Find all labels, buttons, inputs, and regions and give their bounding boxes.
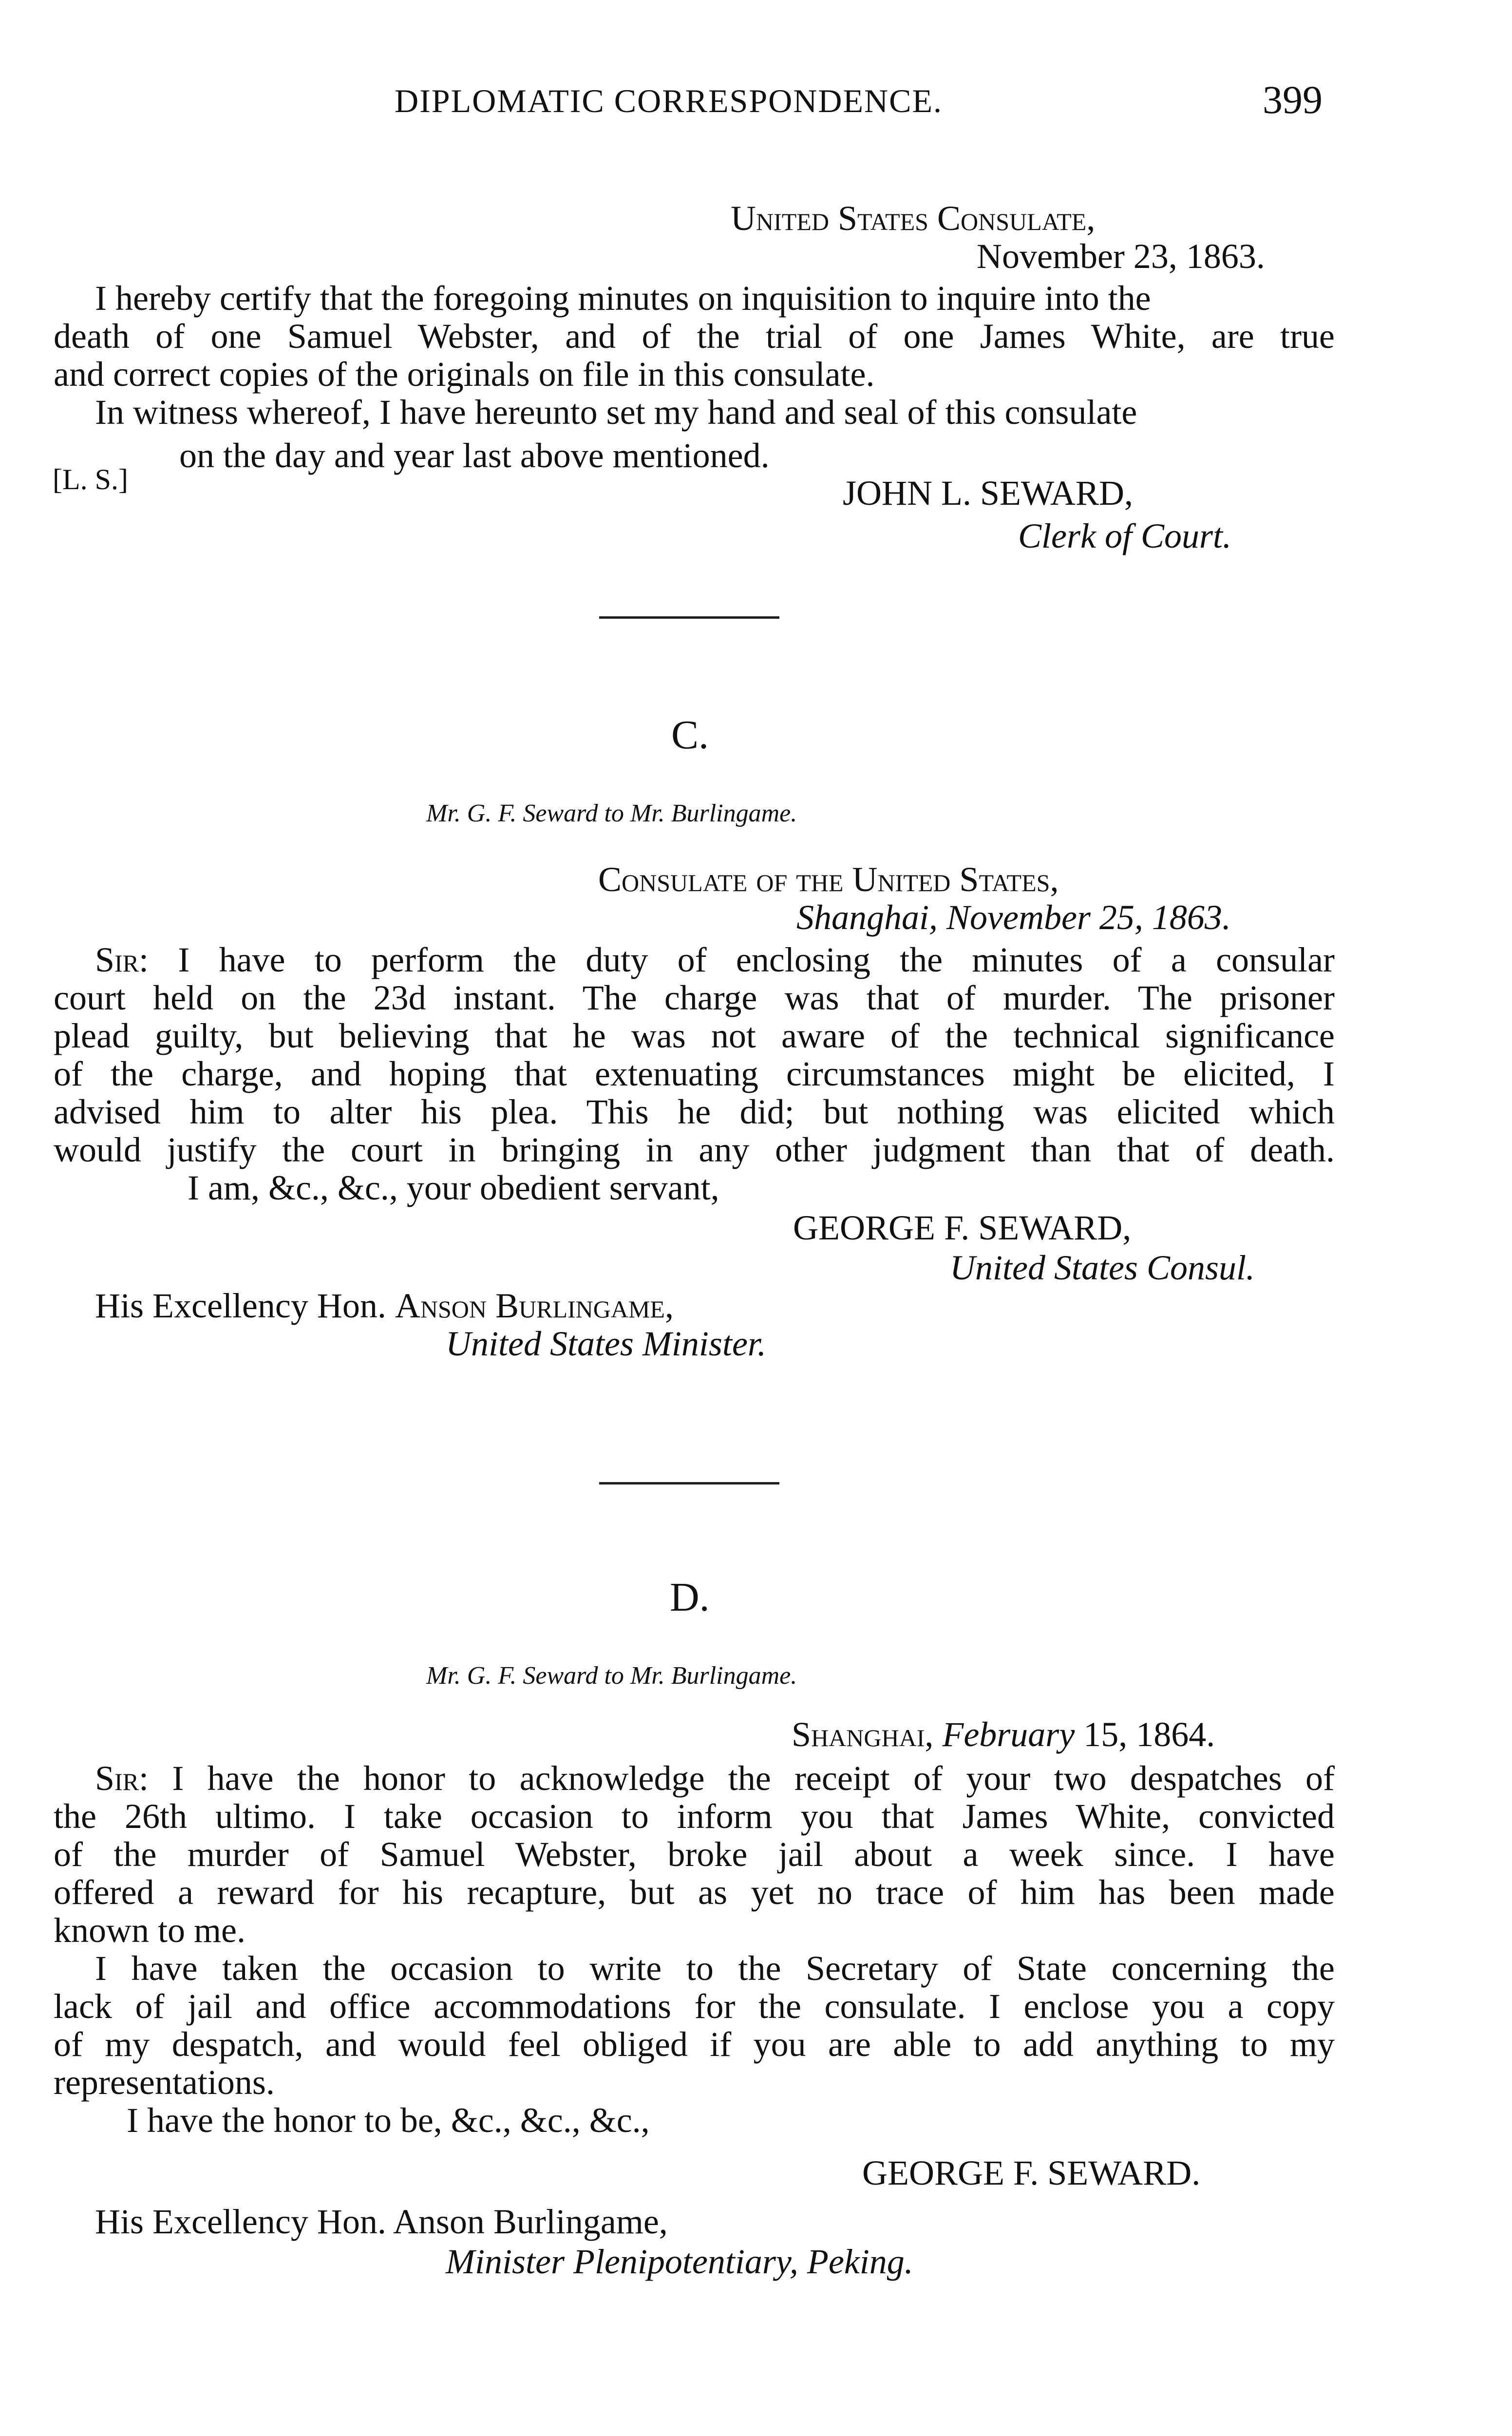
cert-place: United States Consulate, [731, 199, 1096, 238]
cert-line-2: death of one Samuel Webster, and of the trial of one James White, are true [54, 317, 1335, 356]
section-c-line-2: court held on the 23d instant. The charge was that of murder. The prisoner [54, 978, 1335, 1017]
section-d-line-4: offered a reward for his recapture, but as yet no trace of him has been made [54, 1873, 1335, 1912]
section-c-line-6: would justify the court in bringing in any other judgment than that of death. [54, 1130, 1335, 1169]
seal-mark: [L. S.] [53, 463, 128, 495]
section-divider [599, 616, 779, 619]
cert-witness-2: on the day and year last above mentioned. [179, 436, 770, 475]
section-letter-c: C. [671, 712, 709, 758]
section-d-line-9: representations. [54, 2063, 275, 2102]
section-c-place: Consulate of the United States, [598, 860, 1059, 899]
section-d-line-5: known to me. [54, 1911, 246, 1950]
section-d-line-1: Sir: I have the honor to acknowledge the receipt of your two despatches of [95, 1759, 1335, 1798]
section-d-line-7: lack of jail and office accommodations for the consulate. I enclose you a copy [54, 1987, 1335, 2026]
section-d-addressee: His Excellency Hon. Anson Burlingame, [95, 2202, 668, 2241]
section-d-addressee-title: Minister Plenipotentiary, Peking. [446, 2242, 913, 2281]
section-d-line-3: of the murder of Samuel Webster, broke jail about a week since. I have [54, 1835, 1335, 1874]
running-header: DIPLOMATIC CORRESPONDENCE. [395, 82, 943, 119]
section-c-line-4: of the charge, and hoping that extenuating circumstances might be elicited, I [54, 1054, 1335, 1093]
cert-line-1: I hereby certify that the foregoing minutes on inquisition to inquire into the [95, 279, 1151, 318]
section-c-addressee-title: United States Minister. [446, 1324, 766, 1363]
section-d-signer: GEORGE F. SEWARD. [862, 2153, 1201, 2192]
page-number: 399 [1263, 77, 1323, 122]
section-c-signer-title: United States Consul. [950, 1248, 1255, 1287]
section-d-line-6: I have taken the occasion to write to the Secretary of State concerning the [95, 1949, 1335, 1988]
section-c-addressee: His Excellency Hon. Anson Burlingame, [95, 1286, 674, 1325]
section-c-signer: GEORGE F. SEWARD, [793, 1208, 1132, 1247]
section-c-line-5: advised him to alter his plea. This he did; but nothing was elicited which [54, 1092, 1335, 1131]
cert-line-3: and correct copies of the originals on file in this consulate. [54, 355, 875, 394]
section-d-line-8: of my despatch, and would feel obliged if you are able to add anything to my [54, 2025, 1335, 2064]
section-c-line-3: plead guilty, but believing that he was not aware of the technical significance [54, 1016, 1335, 1055]
salutation: Sir: [95, 1759, 149, 1798]
section-d-closing: I have the honor to be, &c., &c., &c., [127, 2101, 650, 2140]
section-divider [599, 1482, 779, 1484]
cert-witness-1: In witness whereof, I have hereunto set my hand and seal of this consulate [95, 393, 1137, 432]
section-d-line-2: the 26th ultimo. I take occasion to inform you that James White, convicted [54, 1797, 1335, 1836]
section-d-date: Shanghai, February 15, 1864. [792, 1715, 1215, 1754]
cert-signer-title: Clerk of Court. [1018, 516, 1232, 555]
section-letter-d: D. [670, 1575, 710, 1620]
salutation: Sir: [95, 940, 149, 979]
section-d-subhead: Mr. G. F. Seward to Mr. Burlingame. [426, 1662, 797, 1690]
section-c-subhead: Mr. G. F. Seward to Mr. Burlingame. [426, 799, 797, 827]
section-c-line-1: Sir: I have to perform the duty of enclosing the minutes of a consular [95, 940, 1335, 979]
cert-date: November 23, 1863. [977, 237, 1265, 276]
section-c-closing: I am, &c., &c., your obedient servant, [188, 1168, 719, 1207]
cert-signer: JOHN L. SEWARD, [843, 474, 1134, 513]
section-c-date: Shanghai, November 25, 1863. [796, 898, 1231, 937]
